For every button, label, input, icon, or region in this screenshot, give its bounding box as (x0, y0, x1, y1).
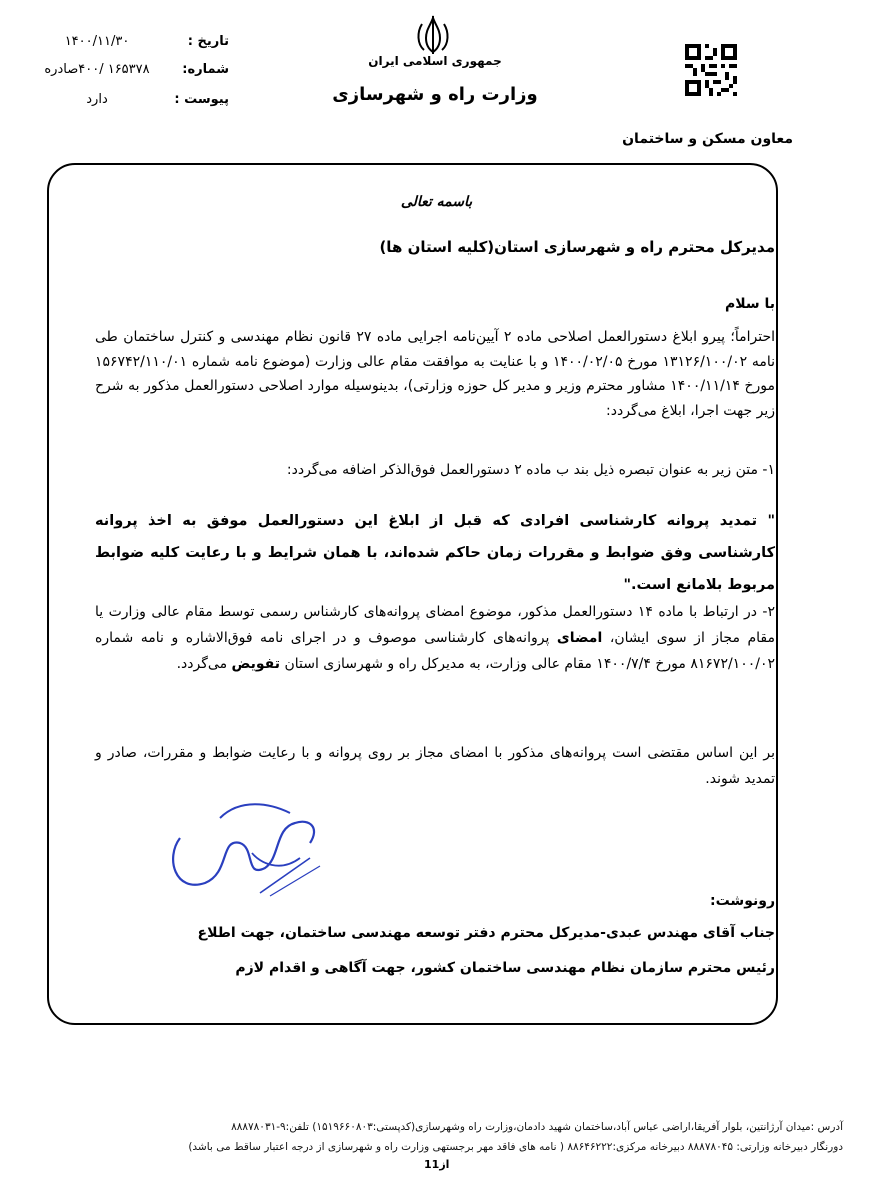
handwritten-signature (160, 798, 330, 898)
quote-paragraph: " تمدید پروانه کارشناسی افرادی که قبل از ابلاغ این دستورالعمل موفق به اخذ پروانه کارشناسی وفق ضوابط و مقررات زمان حاکم شده‌اند، با همان شرایط و با رعایت کلیه ضوابط مربوط بلامانع است." (95, 513, 775, 593)
cc-label: رونوشت: (710, 893, 775, 909)
item-1: ۱- متن زیر به عنوان تبصره ذیل بند ب ماده ۲ دستورالعمل فوق‌الذکر اضافه می‌گردد: (286, 462, 775, 478)
number-value: ۱۶۵۳۷۸ /۴۰۰صادره (44, 62, 150, 77)
item-2-text-a: ۲- در ارتباط با ماده ۱۴ دستورالعمل مذکور، موضوع امضای پروانه‌های کارشناس رسمی توسط مقام عالی وزارت یا مقام مجاز از سوی ایشان، (95, 604, 776, 646)
page-number: 1از1 (424, 1158, 450, 1171)
recipient: مدیرکل محترم راه و شهرسازی استان(کلیه استان ها) (379, 238, 775, 256)
attachment-row (19, 92, 229, 107)
cc-recipient-2: رئیس محترم سازمان نظام مهندسی ساختمان کشور، جهت آگاهی و اقدام لازم (235, 960, 775, 976)
item-2-bold-signature: امضای (556, 630, 603, 646)
attachment-label: پیوست : (174, 92, 229, 107)
greeting: با سلام (724, 296, 775, 312)
paragraph-1: احتراماً؛ پیرو ابلاغ دستورالعمل اصلاحی ماده ۲ آیین‌نامه اجرایی ماده ۲۷ قانون نظام مهندسی و کنترل ساختمان طی نامه ۱۳۱۲۶/۱۰۰/۰۲ مورخ ۱۴۰۰/۰۲/۰۵ و با عنایت به موافقت مقام عالی وزارت (موضوع نامه شماره ۱۵۶۷۴۲/۱۱۰/۰۱ مورخ ۱۴۰۰/۱۱/۱۴ مشاور محترم وزیر و مدیر کل حوزه وزارتی)، بدینوسیله موارد اصلاحی دستورالعمل مذکور به شرح زیر جهت اجرا، ابلاغ می‌گردد: (95, 329, 775, 419)
cc-recipient-1: جناب آقای مهندس عبدی-مدیرکل محترم دفتر توسعه مهندسی ساختمان، جهت اطلاع (197, 925, 775, 941)
republic-title: جمهوری اسلامی ایران (368, 54, 502, 68)
qr-code-icon (685, 44, 737, 96)
footer-fax: دورنگار دبیرخانه وزارتی: ۸۸۸۷۸۰۴۵ دبیرخانه مرکزی:۸۸۶۴۶۲۲۲ ( نامه های فاقد مهر برجستهی وزارت راه و شهرسازی از درجه اعتبار ساقط می باشد) (188, 1141, 843, 1153)
date-row (19, 34, 229, 49)
closing-paragraph: بر این اساس مقتضی است پروانه‌های مذکور با امضای مجاز بر روی پروانه و با رعایت ضوابط و مقررات، صادر و تمدید شوند. (95, 745, 775, 787)
ministry-title: وزارت راه و شهرسازی (332, 84, 538, 105)
item-2-text-b: پروانه‌های کارشناسی موصوف و در اجرای نامه فوق‌الاشاره و نامه شماره ۸۱۶۷۲/۱۰۰/۰۲ مورخ ۱۴۰۰/۷/۴ مقام عالی وزارت، به مدیرکل راه و شهرسازی استان (95, 630, 775, 672)
deputy-title: معاون مسکن و ساختمان (622, 131, 793, 147)
item-2 (95, 599, 775, 677)
item-2-bold-delegation: تفویض (231, 656, 281, 672)
date-value: ۱۴۰۰/۱۱/۳۰ (64, 34, 130, 49)
date-label: تاریخ : (187, 34, 229, 49)
attachment-value: دارد (86, 92, 108, 107)
footer-address: آدرس :میدان آرژانتین، بلوار آفریقا،اراضی عباس آباد،ساختمان شهید دادمان،وزارت راه وشهرسازی(کدپستی:۱۵۱۹۶۶۰۸۰۳) تلفن:۹-۸۸۸۷۸۰۳۱ (231, 1121, 843, 1133)
number-label: شماره: (182, 62, 229, 77)
iran-emblem-icon (414, 14, 452, 56)
item-2-text-c: می‌گردد. (176, 656, 228, 672)
bismillah: باسمه تعالی (400, 194, 473, 210)
number-row (19, 62, 229, 77)
